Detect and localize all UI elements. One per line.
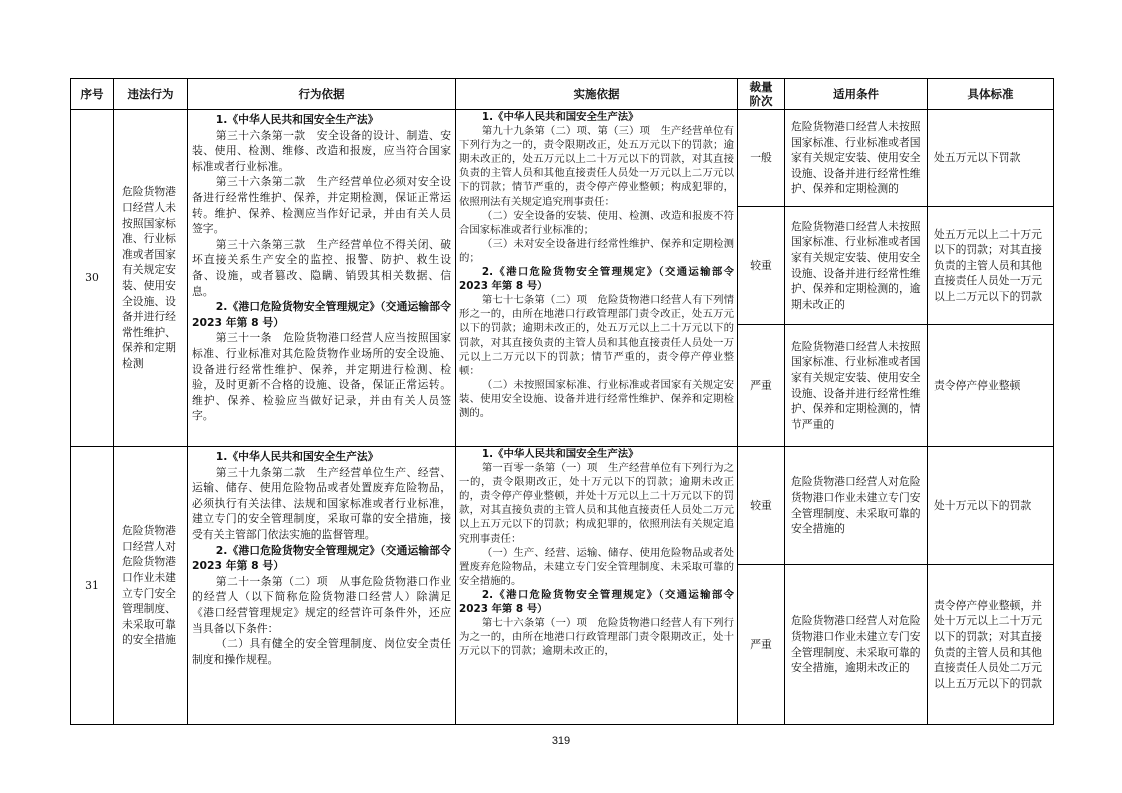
discretion-level: 严重 <box>738 565 785 725</box>
legal-basis-cell <box>188 110 456 447</box>
law-paragraph: 第七十六条第（一）项 危险货物港口经营人有下列行为之一的，由所在地港口行政管理部门责令限期改正，处十万元以下的罚款；逾期未改正的， <box>459 617 734 658</box>
row-number: 30 <box>71 110 114 447</box>
table-row <box>71 110 1054 207</box>
law-paragraph: 第一百零一条第（一）项 生产经营单位有下列行为之一的，责令限期改正，处十万元以下的罚款；逾期未改正的，责令停产停业整顿，并处十万元以上二十万元以下的罚款，对其直接负责的主管人员和其他直接责任人员处二万元以上五万元以下的罚款；构成犯罪的，依照刑法有关规定追究刑事责任： <box>459 462 734 545</box>
penalty-standard: 处五万元以上二十万元以下的罚款；对其直接负责的主管人员和其他直接责任人员处一万元以上二万元以下的罚款 <box>928 207 1054 325</box>
header-cell: 违法行为 <box>114 79 188 110</box>
law-title: 1.《中华人民共和国安全生产法》 <box>481 448 639 460</box>
law-paragraph: 第七十七条第（二）项 危险货物港口经营人有下列情形之一的，由所在地港口行政管理部门责令改正，处五万元以下的罚款；逾期未改正的，处五万元以上二十万元以下的罚款，对其直接负责的主管人员和其他直接责任人员处一万元以上二万元以下的罚款；情节严重的，责令停产停业整顿： <box>459 294 734 377</box>
implementation-basis-cell <box>456 110 738 447</box>
law-paragraph: 第九十九条第（二）项、第（三）项 生产经营单位有下列行为之一的，责令限期改正，处五万元以下的罚款；逾期未改正的，处五万元以上二十万元以下的罚款，对其直接负责的主管人员和其他直接责任人员处一万元以上二万元以下的罚款；情节严重的，责令停产停业整顿；构成犯罪的，依照刑法有关规定追究刑事责任： <box>459 125 734 208</box>
header-cell: 实施依据 <box>456 79 738 110</box>
law-paragraph: （一）生产、经营、运输、储存、使用危险物品或者处置废弃危险物品，未建立专门安全管理制度、未采取可靠的安全措施的。 <box>459 546 734 587</box>
implementation-basis-cell <box>456 447 738 725</box>
law-paragraph: 第三十九条第二款 生产经营单位生产、经营、运输、储存、使用危险物品或者处置废弃危险物品，必须执行有关法律、法规和国家标准或者行业标准，建立专门的安全管理制度，采取可靠的安全措施，接受有关主管部门依法实施的监督管理。 <box>192 465 451 541</box>
header-cell: 裁量 阶次 <box>738 79 785 110</box>
applicable-condition: 危险货物港口经营人未按照国家标准、行业标准或者国家有关规定安装、使用安全设施、设备并进行经常性维护、保养和定期检测的 <box>785 110 928 207</box>
header-row <box>71 79 1054 110</box>
applicable-condition: 危险货物港口经营人未按照国家标准、行业标准或者国家有关规定安装、使用安全设施、设备并进行经常性维护、保养和定期检测的，情节严重的 <box>785 325 928 447</box>
law-paragraph: 第三十六条第二款 生产经营单位必须对安全设备进行经常性维护、保养，并定期检测，保证正常运转。维护、保养、检测应当作好记录，并由有关人员签字。 <box>192 175 451 236</box>
header-cell: 序号 <box>71 79 114 110</box>
discretion-level: 严重 <box>738 325 785 447</box>
applicable-condition: 危险货物港口经营人对危险货物港口作业未建立专门安全管理制度、未采取可靠的安全措施，逾期未改正的 <box>785 565 928 725</box>
penalty-standard: 处十万元以下的罚款 <box>928 447 1054 565</box>
discretion-level: 一般 <box>738 110 785 207</box>
law-title: 2.《港口危险货物安全管理规定》（交通运输部令 2023 年第 8 号） <box>459 266 734 293</box>
discretion-level: 较重 <box>738 207 785 325</box>
row-number: 31 <box>71 447 114 725</box>
applicable-condition: 危险货物港口经营人未按照国家标准、行业标准或者国家有关规定安装、使用安全设施、设备并进行经常性维护、保养和定期检测的，逾期未改正的 <box>785 207 928 325</box>
law-paragraph: 第三十六条第三款 生产经营单位不得关闭、破坏直接关系生产安全的监控、报警、防护、救生设备、设施，或者篡改、隐瞒、销毁其相关数据、信息。 <box>192 237 451 298</box>
law-title: 2.《港口危险货物安全管理规定》（交通运输部令 2023 年第 8 号） <box>459 588 734 616</box>
table-row <box>71 447 1054 565</box>
penalty-standard: 责令停产停业整顿，并处十万元以上二十万元以下的罚款；对其直接负责的主管人员和其他直接责任人员处二万元以上五万元以下的罚款 <box>928 565 1054 725</box>
law-title: 1.《中华人民共和国安全生产法》 <box>215 450 379 463</box>
penalty-standard: 责令停产停业整顿 <box>928 325 1054 447</box>
header-cell: 行为依据 <box>188 79 456 110</box>
law-title: 1.《中华人民共和国安全生产法》 <box>481 111 639 123</box>
law-paragraph: （三）未对安全设备进行经常性维护、保养和定期检测的； <box>459 237 734 264</box>
law-paragraph: 第二十一条第（二）项 从事危险货物港口作业的经营人（以下简称危险货物港口经营人）除满足《港口经营管理规定》规定的经营许可条件外，还应当具备以下条件： <box>192 574 451 635</box>
penalty-standard: 处五万元以下罚款 <box>928 110 1054 207</box>
violation-cell: 危险货物港口经营人未按照国家标准、行业标准或者国家有关规定安装、使用安全设施、设备并进行经常性维护、保养和定期检测 <box>114 110 188 447</box>
header-cell: 适用条件 <box>785 79 928 110</box>
law-paragraph: 第三十六条第一款 安全设备的设计、制造、安装、使用、检测、维修、改造和报废，应当符合国家标准或者行业标准。 <box>192 128 451 173</box>
law-title: 2.《港口危险货物安全管理规定》（交通运输部令 2023 年第 8 号） <box>192 543 451 573</box>
discretion-level: 较重 <box>738 447 785 565</box>
law-paragraph: （二）未按照国家标准、行业标准或者国家有关规定安装、使用安全设施、设备并进行经常性维护、保养和定期检测的。 <box>459 378 734 419</box>
legal-basis-cell <box>188 447 456 725</box>
law-title: 2.《港口危险货物安全管理规定》（交通运输部令 2023 年第 8 号） <box>192 300 451 329</box>
applicable-condition: 危险货物港口经营人对危险货物港口作业未建立专门安全管理制度、未采取可靠的安全措施的 <box>785 447 928 565</box>
law-paragraph: （二）安全设备的安装、使用、检测、改造和报废不符合国家标准或者行业标准的； <box>459 209 734 236</box>
page-number: 319 <box>551 735 571 747</box>
law-title: 1.《中华人民共和国安全生产法》 <box>215 113 379 126</box>
law-paragraph: （二）具有健全的安全管理制度、岗位安全责任制度和操作规程。 <box>192 637 451 666</box>
violation-cell: 危险货物港口经营人对危险货物港口作业未建立专门安全管理制度、未采取可靠的安全措施 <box>114 447 188 725</box>
header-cell: 具体标准 <box>928 79 1054 110</box>
law-paragraph: 第三十一条 危险货物港口经营人应当按照国家标准、行业标准对其危险货物作业场所的安全设施、设备进行经常性维护、保养，并定期进行检测、检验，及时更新不合格的设施、设备，保证正常运转。维护、保养、检验应当做好记录，并由有关人员签字。 <box>192 331 451 423</box>
penalty-table <box>70 78 1054 725</box>
